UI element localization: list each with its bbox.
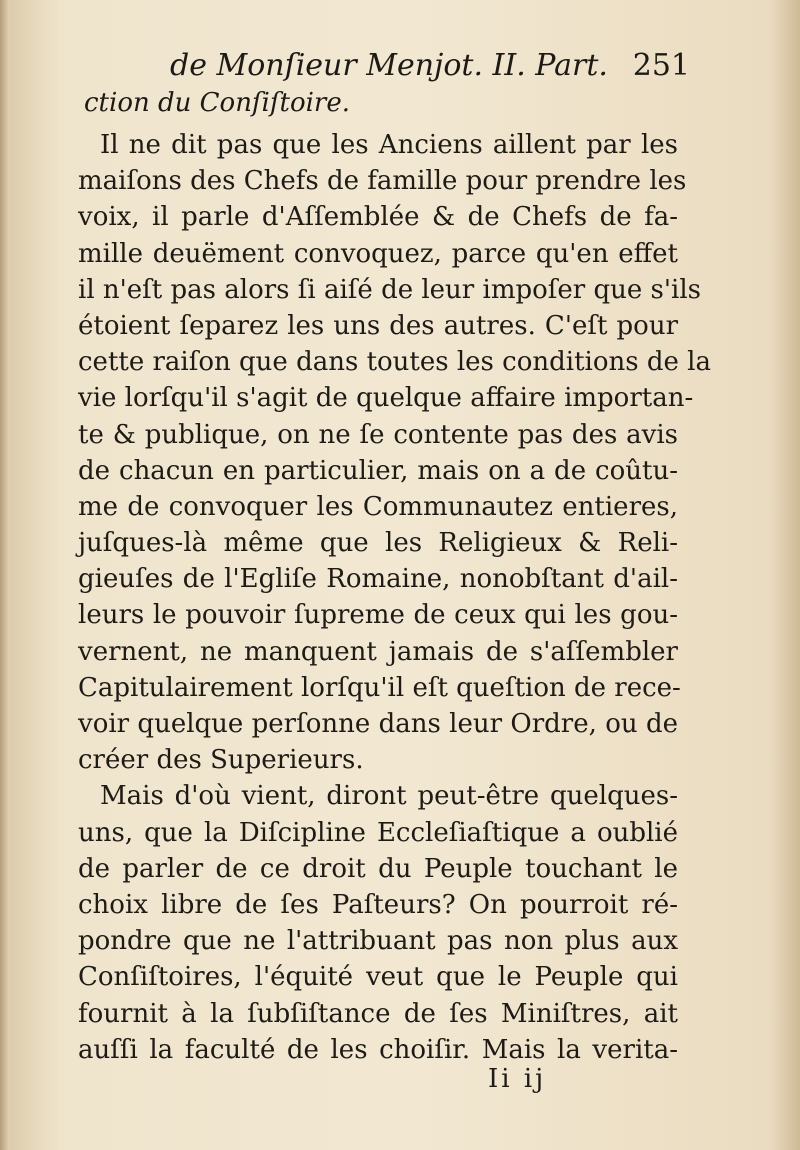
- text-line: il n'eſt pas alors ſi aiſé de leur impoſer que s'ils: [78, 274, 701, 305]
- text-line: maiſons des Chefs de famille pour prendre les: [78, 166, 687, 197]
- paragraph-1: [78, 127, 711, 778]
- text-line: Capitulairement lorſqu'il eſt queſtion de rece-: [78, 672, 681, 703]
- page-number: 251: [632, 48, 690, 83]
- paragraph-2: [78, 778, 678, 1068]
- text-line: Conſiſtoires, l'équité veut que le Peuple qui: [78, 962, 678, 993]
- text-line: voix, il parle d'Aſſemblée & de Chefs de fa-: [78, 202, 678, 233]
- signature-mark: Ii ij: [488, 1064, 547, 1094]
- text-line: vernent, ne manquent jamais de s'aſſembler: [78, 636, 678, 667]
- text-line: te & publique, on ne ſe contente pas des avis: [78, 419, 678, 450]
- text-line: Il ne dit pas que les Anciens aillent par les: [100, 130, 678, 160]
- text-line: Mais d'où vient, diront peut-être quelques-: [100, 781, 678, 812]
- text-line: créer des Superieurs.: [78, 745, 364, 776]
- text-line: juſques-là même que les Religieux & Reli-: [78, 528, 678, 559]
- text-line: leurs le pouvoir ſupreme de ceux qui les gou-: [78, 600, 678, 631]
- text-line: pondre que ne l'attribuant pas non plus aux: [78, 926, 678, 957]
- text-line: uns, que la Diſcipline Eccleſiaſtique a oublié: [78, 817, 678, 848]
- text-line: choix libre de ſes Paſteurs? On pourroit ré-: [78, 889, 678, 920]
- text-line: cette raiſon que dans toutes les conditions de la: [78, 347, 711, 378]
- text-line: de chacun en particulier, mais on a de coûtu-: [78, 455, 678, 486]
- text-line: mille deuëment convoquez, parce qu'en effet: [78, 238, 678, 269]
- continuation-line: ction du Conſiſtoire.: [84, 88, 350, 118]
- text-line: de parler de ce droit du Peuple touchant le: [78, 853, 678, 884]
- text-line: fournit à la ſubſiſtance de ſes Miniſtres, ait: [78, 998, 678, 1029]
- page-header: [170, 48, 690, 88]
- text-line: gieuſes de l'Egliſe Romaine, nonobſtant d'ail-: [78, 564, 678, 595]
- text-line: vie lorſqu'il s'agit de quelque affaire importan-: [78, 383, 694, 414]
- text-line: me de convoquer les Communautez entieres,: [78, 491, 678, 522]
- text-line: voir quelque perſonne dans leur Ordre, ou de: [78, 709, 678, 739]
- body-text: [78, 127, 711, 1068]
- text-line: étoient ſeparez les uns des autres. C'eſt pour: [78, 310, 678, 341]
- running-title: de Monſieur Menjot. II. Part.: [170, 48, 608, 83]
- text-line: auſſi la faculté de les choiſir. Mais la verita-: [78, 1034, 678, 1065]
